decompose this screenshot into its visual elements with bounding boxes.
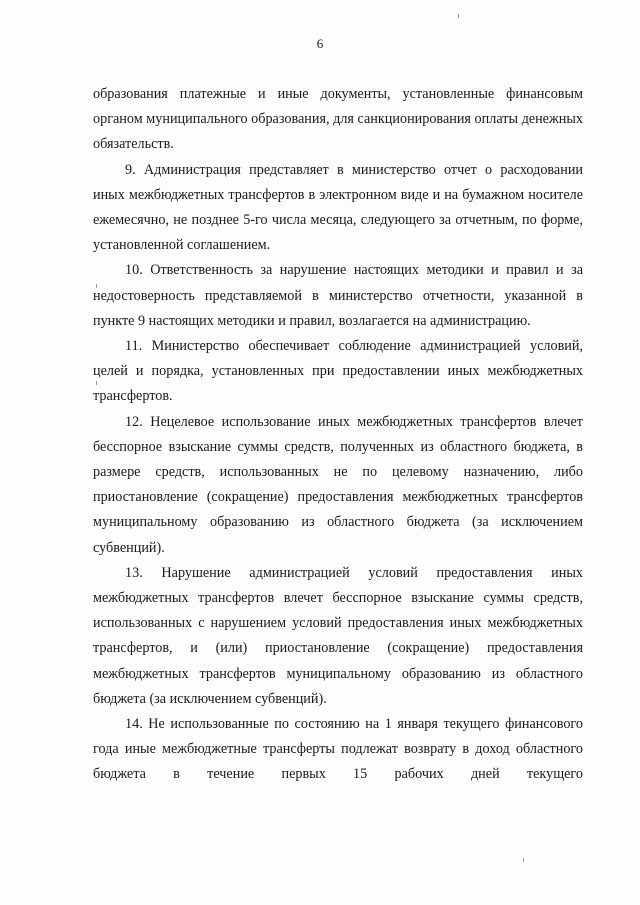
page-number: 6 xyxy=(316,36,324,51)
paragraph-continuation: образования платежные и иные документы, установленные финансовым органом муниципального образования, для санкционирования оплаты денежных обязательств. xyxy=(93,86,583,153)
paragraph-item-14: 14. Не использованные по состоянию на 1 января текущего финансового года иные межбюджетные трансферты подлежат возврату в доход областного бюджета в течение первых 15 рабочих дней текущего xyxy=(93,716,583,783)
paragraph-item-12: 12. Нецелевое использование иных межбюджетных трансфертов влечет бесспорное взыскание суммы средств, полученных из областного бюджета, в размере средств, использованных не по целевому назначению, либо приостановление (сокращение) предоставления межбюджетных трансфертов муниципальному образованию из областного бюджета (за исключением субвенций). xyxy=(93,413,583,556)
document-body xyxy=(93,82,583,788)
paragraph-item-13: 13. Нарушение администрацией условий предоставления иных межбюджетных трансфертов влечет бесспорное взыскание суммы средств, использованных с нарушением условий предоставления иных межбюджетных трансфертов, и (или) приостановление (сокращение) предоставления межбюджетных трансфертов муниципальному образованию из областного бюджета (за исключением субвенций). xyxy=(93,564,583,707)
scan-speck xyxy=(96,284,97,288)
scan-speck xyxy=(96,381,97,385)
paragraph-item-9: 9. Администрация представляет в министерство отчет о расходовании иных межбюджетных трансфертов в электронном виде и на бумажном носителе ежемесячно, не позднее 5-го числа месяца, следующего за отчетным, по форме, установленной соглашением. xyxy=(93,161,583,254)
paragraph-item-11: 11. Министерство обеспечивает соблюдение администрацией условий, целей и порядка, установленных при предоставлении иных межбюджетных трансфертов. xyxy=(93,338,583,405)
paragraph-item-10: 10. Ответственность за нарушение настоящих методики и правил и за недостоверность представляемой в министерство отчетности, указанной в пункте 9 настоящих методики и правил, возлагается на администрацию. xyxy=(93,262,583,329)
scan-speck xyxy=(523,858,524,862)
scan-speck xyxy=(458,14,459,18)
